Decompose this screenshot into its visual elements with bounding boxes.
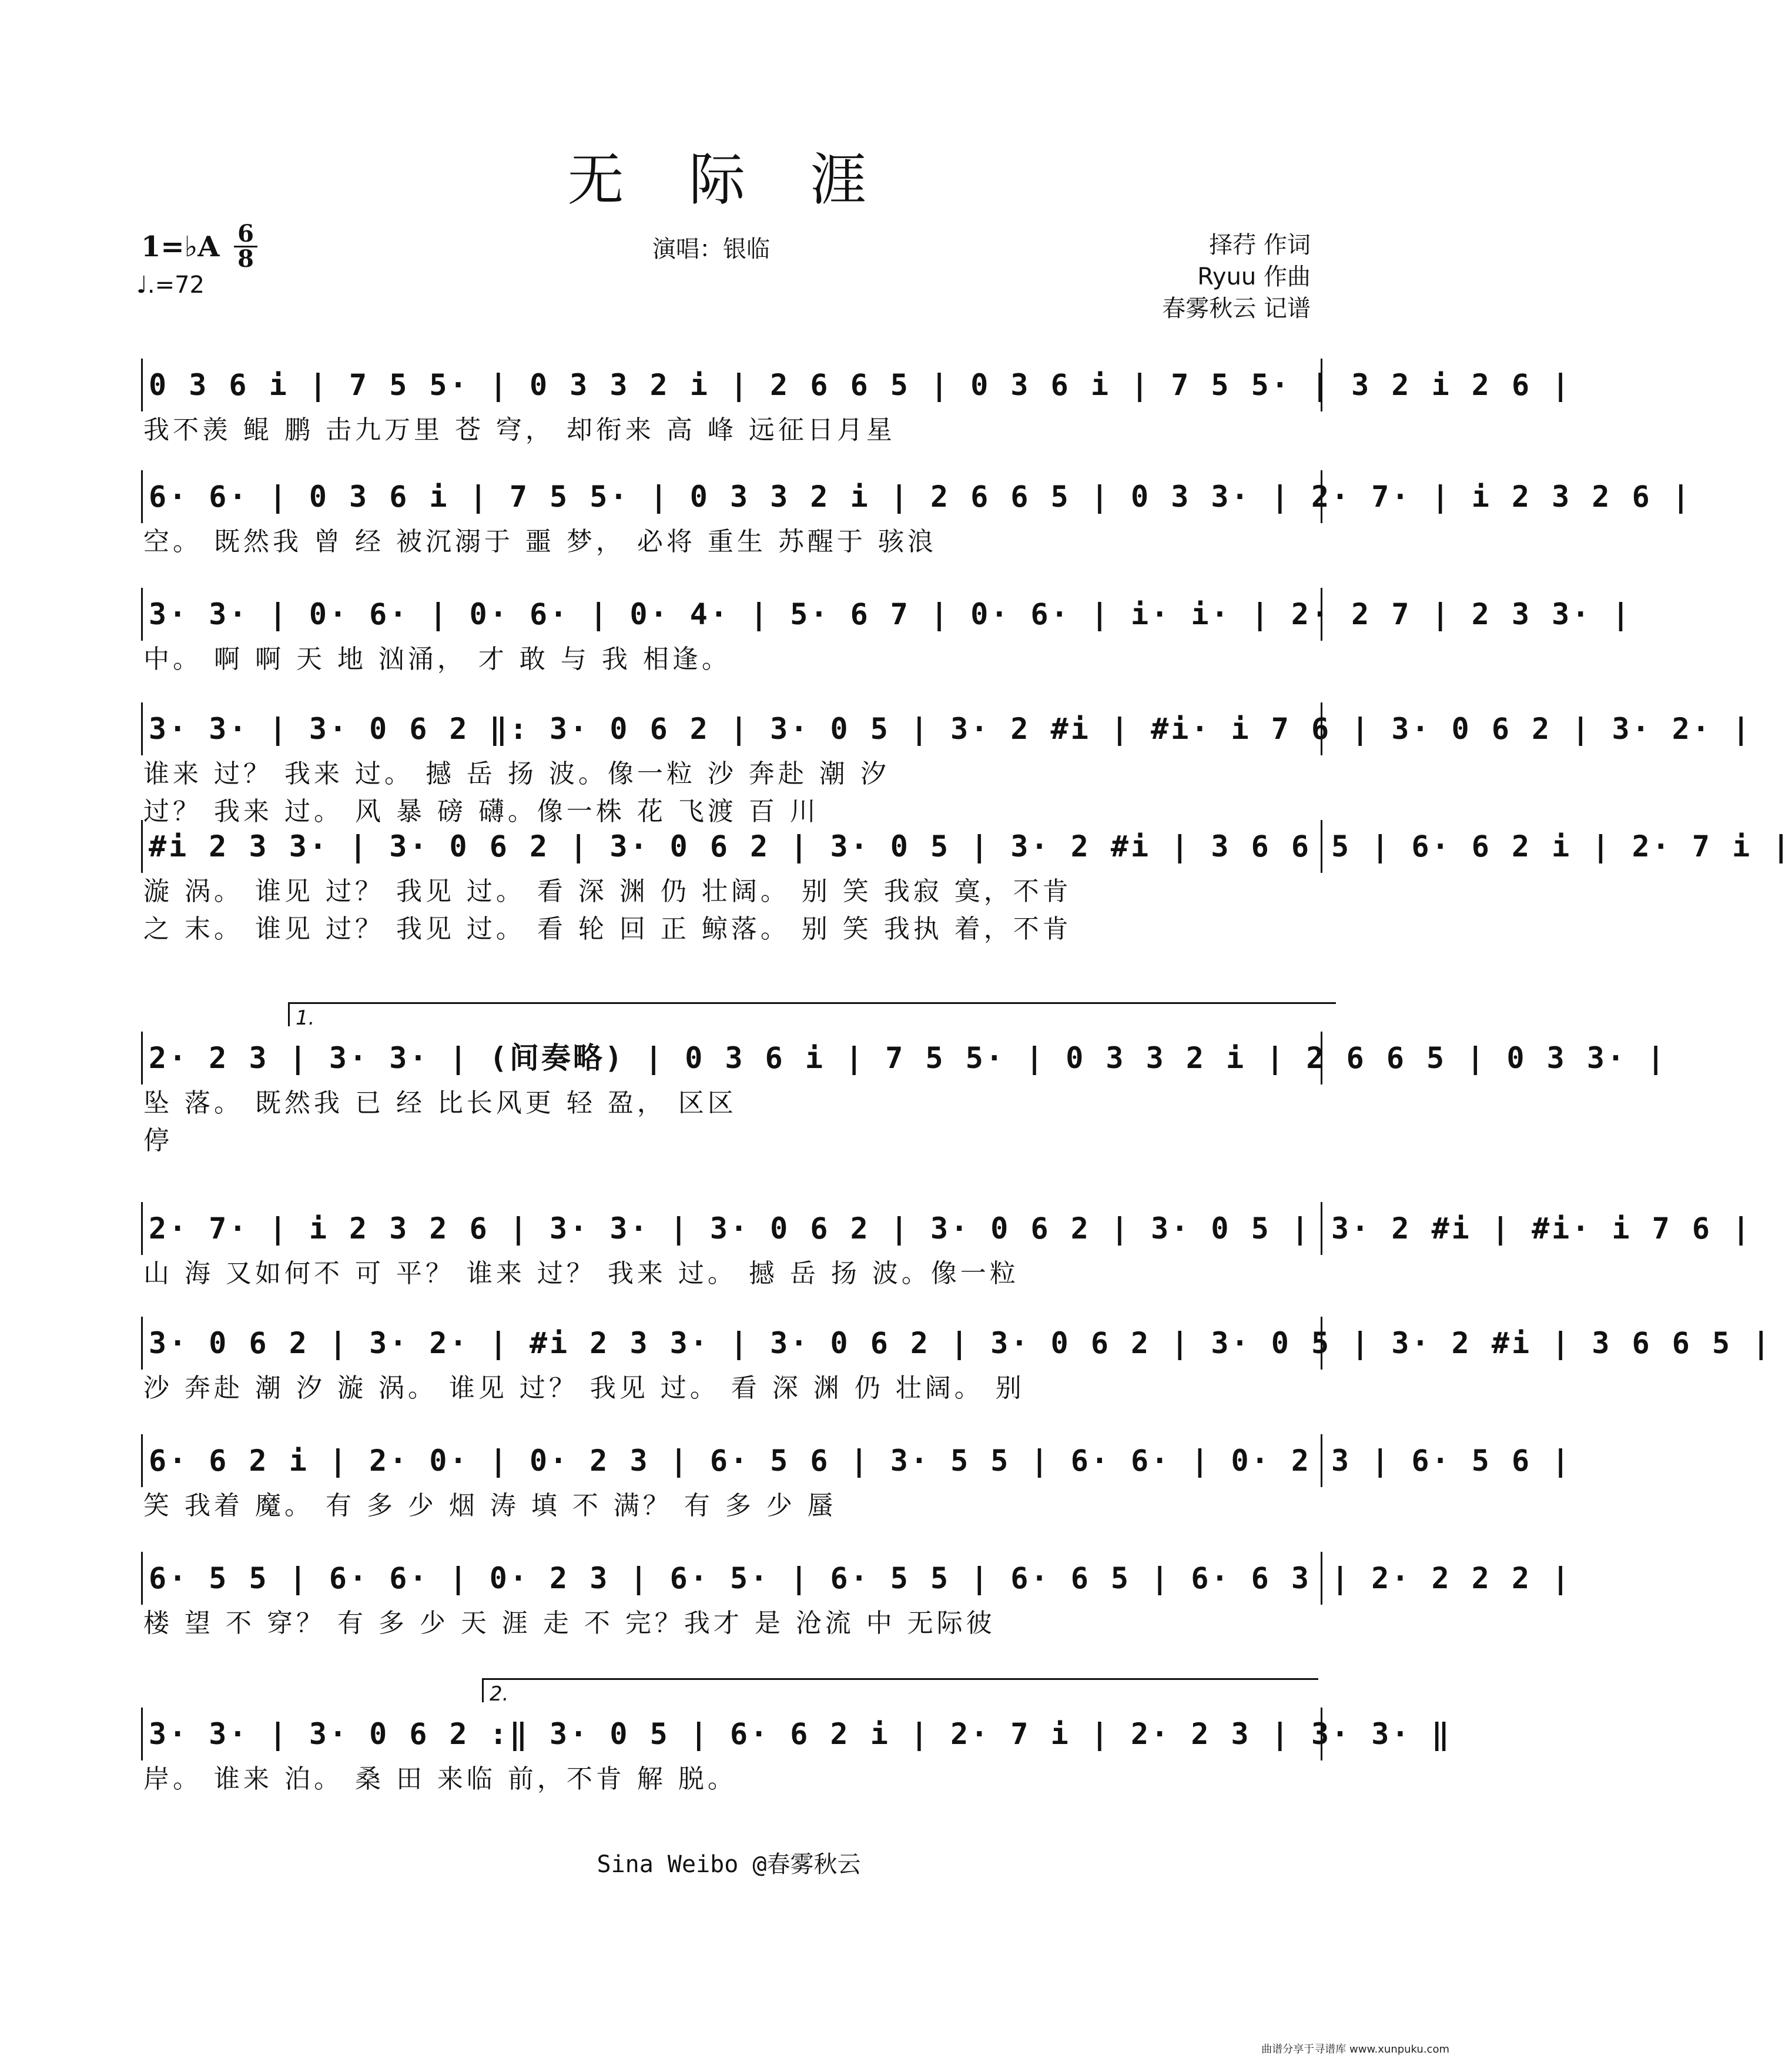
lyric-row: 停	[143, 1126, 173, 1156]
lyric-row: 笑 我着 魔。 有 多 少 烟 涛 填 不 满？ 有 多 少 蜃	[143, 1491, 837, 1521]
score-line	[141, 1552, 1572, 1642]
lyric-row: 之 末。 谁见 过？ 我见 过。 看 轮 回 正 鲸落。 别 笑 我执 着，不肯	[143, 914, 1072, 944]
key-signature: 1=♭A	[141, 230, 220, 263]
score-line	[141, 1202, 1753, 1293]
lyric-row: 谁来 过？ 我来 过。 撼 岳 扬 波。像一粒 沙 奔赴 潮 汐	[143, 759, 890, 789]
time-signature-top: 6	[237, 220, 254, 247]
lyric-row: 漩 涡。 谁见 过？ 我见 过。 看 深 渊 仍 壮阔。 别 笑 我寂 寞，不肯	[143, 876, 1072, 906]
lyric-row: 中。 啊 啊 天 地 汹涌， 才 敢 与 我 相逢。	[143, 644, 731, 674]
score-line	[141, 1006, 1667, 1160]
score-line	[141, 1317, 1773, 1407]
tempo-marking: ♩.=72	[136, 272, 205, 299]
lyric-row: 山 海 又如何不 可 平？ 谁来 过？ 我来 过。 撼 岳 扬 波。像一粒	[143, 1258, 1019, 1288]
score-line	[141, 702, 1753, 831]
song-title: 无 际 涯	[567, 147, 890, 213]
score-line	[141, 820, 1792, 948]
lyric-row: 我不羡 鲲 鹏 击九万里 苍 穹， 却衔来 高 峰 远征日月星	[143, 415, 896, 445]
notation-row: 3· 3· | 0· 6· | 0· 6· | 0· 4· | 5· 6 7 | 0· 6· | i· i· | 2· 2 7 | 2 3 3· |	[141, 588, 1322, 641]
notation-row: #i 2 3 3· | 3· 0 6 2 | 3· 0 6 2 | 3· 0 5 | 3· 2 #i | 3 6 6 5 | 6· 6 2 i | 2· 7 i |	[141, 820, 1322, 873]
lyric-row: 坠 落。 既然我 已 经 比长风更 轻 盈， 区区	[143, 1088, 737, 1118]
notation-row: 0 3 6 i | 7 5 5· | 0 3 3 2 i | 2 6 6 5 | 0 3 6 i | 7 5 5· | 3 2 i 2 6 |	[141, 359, 1322, 411]
notation-row: 3· 3· | 3· 0 6 2 ‖: 3· 0 6 2 | 3· 0 5 | 3· 2 #i | #i· i 7 6 | 3· 0 6 2 | 3· 2· |	[141, 702, 1322, 755]
footer-credit: Sina Weibo @春雾秋云	[597, 1851, 861, 1878]
score-line	[141, 588, 1632, 678]
lyric-row: 沙 奔赴 潮 汐 漩 涡。 谁见 过？ 我见 过。 看 深 渊 仍 壮阔。 别	[143, 1373, 1025, 1403]
volta-marking: 2.	[482, 1678, 1318, 1702]
notation-row: 6· 6 2 i | 2· 0· | 0· 2 3 | 6· 5 6 | 3· 5 5 | 6· 6· | 0· 2 3 | 6· 5 6 |	[141, 1434, 1322, 1487]
credits-block	[1162, 229, 1311, 324]
score-line	[141, 1434, 1572, 1525]
lyric-row: 空。 既然我 曾 经 被沉溺于 噩 梦， 必将 重生 苏醒于 骇浪	[143, 527, 937, 557]
composer-credit: Ryuu 作曲	[1197, 263, 1311, 290]
site-watermark: 曲谱分享于寻谱库 www.xunpuku.com	[1261, 2043, 1449, 2056]
notation-row: 3· 0 6 2 | 3· 2· | #i 2 3 3· | 3· 0 6 2 | 3· 0 6 2 | 3· 0 5 | 3· 2 #i | 3 6 6 5 |	[141, 1317, 1322, 1370]
time-signature	[234, 220, 257, 273]
lyric-row: 岸。 谁来 泊。 桑 田 来临 前，不肯 解 脱。	[143, 1764, 737, 1794]
lyricist-credit: 择荇 作词	[1209, 232, 1311, 259]
notation-row: 3· 3· | 3· 0 6 2 :‖ 3· 0 5 | 6· 6 2 i | 2· 7 i | 2· 2 3 | 3· 3· ‖	[141, 1708, 1322, 1760]
score-line	[141, 470, 1692, 561]
lyric-row: 楼 望 不 穿？ 有 多 少 天 涯 走 不 完？我才 是 沧流 中 无际彼	[143, 1608, 996, 1638]
score-line	[141, 359, 1572, 449]
singer-credit: 演唱：银临	[652, 236, 770, 263]
notation-row: 2· 7· | i 2 3 2 6 | 3· 3· | 3· 0 6 2 | 3· 0 6 2 | 3· 0 5 | 3· 2 #i | #i· i 7 6 |	[141, 1202, 1322, 1255]
transcriber-credit: 春雾秋云 记谱	[1162, 295, 1311, 322]
notation-row: 6· 6· | 0 3 6 i | 7 5 5· | 0 3 3 2 i | 2 6 6 5 | 0 3 3· | 2· 7· | i 2 3 2 6 |	[141, 470, 1322, 523]
notation-row: 2· 2 3 | 3· 3· | (间奏略) | 0 3 6 i | 7 5 5· | 0 3 3 2 i | 2 6 6 5 | 0 3 3· |	[141, 1032, 1322, 1084]
time-signature-bottom: 8	[237, 245, 254, 273]
lyric-row: 过？ 我来 过。 风 暴 磅 礴。像一株 花 飞渡 百 川	[143, 796, 819, 826]
notation-row: 6· 5 5 | 6· 6· | 0· 2 3 | 6· 5· | 6· 5 5 | 6· 6 5 | 6· 6 3 | 2· 2 2 2 |	[141, 1552, 1322, 1605]
volta-marking: 1.	[288, 1002, 1336, 1026]
score-line	[141, 1682, 1452, 1798]
